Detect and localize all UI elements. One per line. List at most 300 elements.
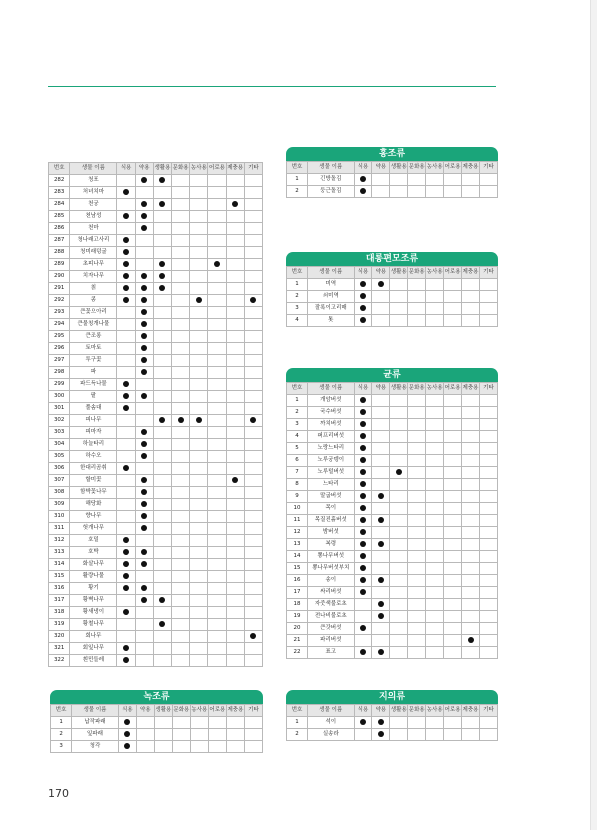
usage-cell [354, 395, 372, 407]
usage-cell [479, 479, 497, 491]
usage-cell [462, 575, 480, 587]
usage-cell [354, 587, 372, 599]
usage-cell [444, 315, 462, 327]
table-red-algae [286, 147, 498, 198]
usage-cell [479, 174, 497, 186]
table-fungi [286, 368, 498, 659]
organism-name: 청각 [72, 741, 119, 753]
usage-cell [479, 635, 497, 647]
usage-cell [444, 279, 462, 291]
usage-cell [372, 303, 390, 315]
table-row [287, 174, 498, 186]
column-header: 식용 [354, 267, 372, 279]
usage-cell [208, 475, 226, 487]
usage-cell [153, 535, 171, 547]
usage-cell [226, 391, 244, 403]
usage-cell [244, 403, 262, 415]
row-number: 292 [49, 295, 70, 307]
usage-cell [372, 395, 390, 407]
usage-cell [153, 547, 171, 559]
usage-cell [135, 511, 153, 523]
usage-dot-icon [123, 573, 129, 579]
column-header: 제충용 [462, 383, 480, 395]
table-row [287, 186, 498, 198]
usage-cell [462, 623, 480, 635]
usage-cell [226, 367, 244, 379]
column-header: 기타 [479, 705, 497, 717]
organism-name: 잎파래 [72, 729, 119, 741]
header-rule [48, 86, 496, 87]
usage-cell [208, 729, 226, 741]
usage-cell [354, 431, 372, 443]
usage-cell [390, 729, 408, 741]
usage-dot-icon [141, 309, 147, 315]
usage-cell [190, 223, 208, 235]
row-number: 315 [49, 571, 70, 583]
usage-cell [426, 491, 444, 503]
usage-cell [226, 319, 244, 331]
usage-cell [190, 523, 208, 535]
table-title: 대롱편모조류 [286, 252, 498, 266]
organism-name: 둥근돌김 [308, 186, 354, 198]
usage-cell [444, 717, 462, 729]
usage-table [286, 266, 498, 327]
row-number: 296 [49, 343, 70, 355]
usage-cell [244, 535, 262, 547]
usage-cell [135, 271, 153, 283]
usage-cell [190, 403, 208, 415]
usage-cell [479, 503, 497, 515]
usage-cell [244, 547, 262, 559]
usage-cell [135, 535, 153, 547]
row-number: 314 [49, 559, 70, 571]
organism-name: 싸리버섯 [308, 587, 354, 599]
row-number: 287 [49, 235, 70, 247]
organism-name: 석이 [308, 717, 354, 729]
usage-cell [172, 475, 190, 487]
usage-cell [444, 479, 462, 491]
usage-cell [117, 415, 135, 427]
usage-cell [244, 729, 262, 741]
usage-dot-icon [360, 529, 366, 535]
usage-cell [117, 523, 135, 535]
usage-cell [426, 395, 444, 407]
organism-name: 하수오 [70, 451, 117, 463]
usage-cell [244, 643, 262, 655]
usage-cell [226, 427, 244, 439]
row-number: 11 [287, 515, 308, 527]
usage-cell [190, 717, 208, 729]
usage-cell [208, 283, 226, 295]
usage-cell [372, 551, 390, 563]
usage-cell [153, 487, 171, 499]
page-edge [590, 0, 597, 830]
usage-cell [172, 355, 190, 367]
usage-table [286, 382, 498, 659]
usage-cell [372, 729, 390, 741]
usage-cell [479, 186, 497, 198]
usage-cell [135, 295, 153, 307]
organism-name: 청나래고사리 [70, 235, 117, 247]
usage-cell [244, 199, 262, 211]
usage-cell [390, 527, 408, 539]
table-row [287, 551, 498, 563]
usage-cell [479, 551, 497, 563]
usage-dot-icon [123, 609, 129, 615]
usage-cell [226, 511, 244, 523]
usage-dot-icon [141, 525, 147, 531]
usage-cell [172, 199, 190, 211]
usage-dot-icon [360, 445, 366, 451]
usage-cell [426, 291, 444, 303]
usage-dot-icon [378, 493, 384, 499]
usage-cell [426, 539, 444, 551]
column-header: 번호 [287, 267, 308, 279]
usage-cell [153, 559, 171, 571]
usage-cell [462, 291, 480, 303]
usage-cell [462, 527, 480, 539]
row-number: 282 [49, 175, 70, 187]
column-header: 약용 [372, 705, 390, 717]
column-header: 제충용 [462, 162, 480, 174]
usage-cell [390, 431, 408, 443]
usage-cell [208, 451, 226, 463]
usage-cell [408, 491, 426, 503]
usage-cell [244, 235, 262, 247]
usage-cell [226, 631, 244, 643]
usage-cell [135, 403, 153, 415]
table-row [287, 291, 498, 303]
usage-cell [117, 403, 135, 415]
usage-cell [135, 259, 153, 271]
usage-cell [444, 551, 462, 563]
usage-cell [354, 491, 372, 503]
usage-table [286, 161, 498, 198]
table-row [49, 475, 263, 487]
table-row [49, 175, 263, 187]
usage-cell [426, 503, 444, 515]
usage-cell [372, 635, 390, 647]
organism-name: 잘록이고리매 [308, 303, 354, 315]
usage-cell [190, 547, 208, 559]
usage-cell [190, 355, 208, 367]
table-row [49, 403, 263, 415]
row-number: 303 [49, 427, 70, 439]
table-row [49, 271, 263, 283]
usage-dot-icon [360, 719, 366, 725]
usage-cell [226, 403, 244, 415]
usage-cell [479, 563, 497, 575]
row-number: 305 [49, 451, 70, 463]
usage-cell [444, 431, 462, 443]
usage-cell [354, 303, 372, 315]
row-number: 304 [49, 439, 70, 451]
usage-cell [462, 443, 480, 455]
usage-cell [462, 491, 480, 503]
usage-cell [390, 717, 408, 729]
table-row [49, 607, 263, 619]
usage-cell [172, 535, 190, 547]
organism-name: 밤버섯 [308, 527, 354, 539]
usage-cell [117, 475, 135, 487]
usage-cell [426, 551, 444, 563]
usage-cell [208, 295, 226, 307]
table-row [287, 491, 498, 503]
usage-cell [226, 559, 244, 571]
table-row [49, 319, 263, 331]
usage-cell [117, 511, 135, 523]
usage-cell [117, 235, 135, 247]
row-number: 300 [49, 391, 70, 403]
usage-cell [462, 395, 480, 407]
usage-cell [172, 741, 190, 753]
usage-cell [244, 487, 262, 499]
table-title: 녹조류 [50, 690, 263, 704]
row-number: 299 [49, 379, 70, 391]
usage-cell [208, 511, 226, 523]
usage-cell [190, 439, 208, 451]
column-header: 생활용 [153, 163, 171, 175]
usage-dot-icon [360, 481, 366, 487]
usage-cell [172, 379, 190, 391]
usage-cell [354, 599, 372, 611]
usage-cell [408, 647, 426, 659]
usage-dot-icon [123, 213, 129, 219]
usage-cell [136, 741, 154, 753]
organism-name: 회나무 [70, 631, 117, 643]
usage-cell [408, 395, 426, 407]
usage-cell [390, 647, 408, 659]
usage-cell [154, 717, 172, 729]
usage-cell [372, 647, 390, 659]
usage-dot-icon [141, 513, 147, 519]
table-lichens [286, 690, 498, 741]
organism-name: 뽕나무버섯 [308, 551, 354, 563]
usage-dot-icon [360, 553, 366, 559]
usage-dot-icon [159, 597, 165, 603]
usage-cell [117, 571, 135, 583]
usage-cell [226, 331, 244, 343]
usage-cell [226, 729, 244, 741]
usage-dot-icon [123, 285, 129, 291]
usage-cell [244, 559, 262, 571]
usage-cell [190, 559, 208, 571]
usage-cell [244, 343, 262, 355]
usage-cell [190, 343, 208, 355]
usage-dot-icon [141, 333, 147, 339]
usage-dot-icon [141, 357, 147, 363]
usage-cell [354, 315, 372, 327]
usage-cell [444, 503, 462, 515]
usage-cell [390, 515, 408, 527]
usage-cell [153, 247, 171, 259]
usage-cell [190, 427, 208, 439]
row-number: 7 [287, 467, 308, 479]
usage-dot-icon [141, 201, 147, 207]
usage-cell [354, 279, 372, 291]
table-row [287, 527, 498, 539]
usage-cell [117, 319, 135, 331]
usage-cell [190, 607, 208, 619]
usage-cell [462, 599, 480, 611]
usage-cell [244, 475, 262, 487]
table-row [49, 391, 263, 403]
usage-cell [135, 343, 153, 355]
usage-cell [172, 547, 190, 559]
usage-cell [390, 443, 408, 455]
table-row [287, 647, 498, 659]
usage-cell [135, 547, 153, 559]
row-number: 307 [49, 475, 70, 487]
usage-cell [117, 439, 135, 451]
organism-name: 노랑느타리 [308, 443, 354, 455]
column-header: 제충용 [226, 163, 244, 175]
table-row [287, 623, 498, 635]
usage-cell [462, 174, 480, 186]
page-number: 170 [48, 787, 69, 800]
organism-name: 풀솜대 [70, 403, 117, 415]
usage-dot-icon [378, 577, 384, 583]
column-header: 번호 [287, 162, 308, 174]
usage-cell [172, 367, 190, 379]
usage-cell [244, 331, 262, 343]
usage-cell [118, 729, 136, 741]
usage-cell [154, 741, 172, 753]
usage-cell [172, 571, 190, 583]
column-header: 어로용 [444, 162, 462, 174]
usage-cell [444, 395, 462, 407]
usage-cell [426, 729, 444, 741]
usage-cell [190, 475, 208, 487]
usage-cell [208, 741, 226, 753]
usage-cell [479, 599, 497, 611]
usage-cell [462, 479, 480, 491]
usage-cell [244, 223, 262, 235]
row-number: 8 [287, 479, 308, 491]
usage-dot-icon [360, 305, 366, 311]
usage-cell [208, 535, 226, 547]
table-row [49, 235, 263, 247]
usage-cell [208, 379, 226, 391]
usage-cell [244, 427, 262, 439]
usage-cell [208, 595, 226, 607]
usage-dot-icon [141, 213, 147, 219]
organism-name: 톳 [308, 315, 354, 327]
usage-cell [354, 575, 372, 587]
usage-cell [390, 467, 408, 479]
usage-cell [117, 259, 135, 271]
usage-cell [135, 415, 153, 427]
usage-dot-icon [360, 493, 366, 499]
row-number: 4 [287, 315, 308, 327]
usage-cell [153, 223, 171, 235]
usage-cell [154, 729, 172, 741]
usage-cell [479, 407, 497, 419]
row-number: 5 [287, 443, 308, 455]
column-header: 생활용 [390, 267, 408, 279]
usage-cell [426, 563, 444, 575]
row-number: 3 [287, 303, 308, 315]
usage-cell [153, 187, 171, 199]
usage-cell [226, 607, 244, 619]
table-row [287, 315, 498, 327]
usage-cell [190, 655, 208, 667]
usage-cell [135, 235, 153, 247]
usage-cell [172, 729, 190, 741]
usage-cell [135, 331, 153, 343]
usage-cell [117, 655, 135, 667]
table-row [287, 599, 498, 611]
row-number: 311 [49, 523, 70, 535]
organism-name: 천궁 [70, 199, 117, 211]
table-row [287, 303, 498, 315]
row-number: 2 [287, 186, 308, 198]
usage-cell [372, 611, 390, 623]
organism-name: 황새냉이 [70, 607, 117, 619]
usage-cell [226, 283, 244, 295]
table-row [49, 247, 263, 259]
row-number: 4 [287, 431, 308, 443]
row-number: 13 [287, 539, 308, 551]
usage-dot-icon [196, 297, 202, 303]
usage-cell [444, 635, 462, 647]
usage-cell [208, 643, 226, 655]
usage-cell [226, 619, 244, 631]
organism-name: 칡 [70, 283, 117, 295]
organism-name: 청미래덩굴 [70, 247, 117, 259]
usage-cell [408, 599, 426, 611]
row-number: 19 [287, 611, 308, 623]
column-header: 제충용 [226, 705, 244, 717]
usage-cell [372, 315, 390, 327]
organism-name: 까치버섯 [308, 419, 354, 431]
usage-cell [244, 211, 262, 223]
usage-cell [390, 479, 408, 491]
usage-cell [372, 515, 390, 527]
table-row [287, 455, 498, 467]
usage-cell [117, 295, 135, 307]
organism-name: 뽕나무버섯부치 [308, 563, 354, 575]
row-number: 1 [287, 395, 308, 407]
row-number: 284 [49, 199, 70, 211]
column-header: 생활용 [390, 705, 408, 717]
usage-cell [226, 187, 244, 199]
column-header: 식용 [354, 705, 372, 717]
row-number: 2 [287, 291, 308, 303]
usage-cell [172, 307, 190, 319]
usage-cell [354, 539, 372, 551]
usage-cell [244, 571, 262, 583]
column-header: 번호 [287, 705, 308, 717]
usage-cell [153, 631, 171, 643]
table-row [49, 571, 263, 583]
usage-cell [190, 211, 208, 223]
usage-dot-icon [360, 541, 366, 547]
row-number: 310 [49, 511, 70, 523]
usage-cell [408, 623, 426, 635]
column-header: 번호 [49, 163, 70, 175]
usage-cell [462, 186, 480, 198]
usage-cell [153, 319, 171, 331]
usage-dot-icon [360, 317, 366, 323]
column-header: 식용 [354, 162, 372, 174]
column-header: 농사용 [426, 162, 444, 174]
usage-cell [135, 283, 153, 295]
usage-dot-icon [159, 261, 165, 267]
usage-cell [426, 315, 444, 327]
usage-cell [408, 515, 426, 527]
usage-cell [135, 487, 153, 499]
